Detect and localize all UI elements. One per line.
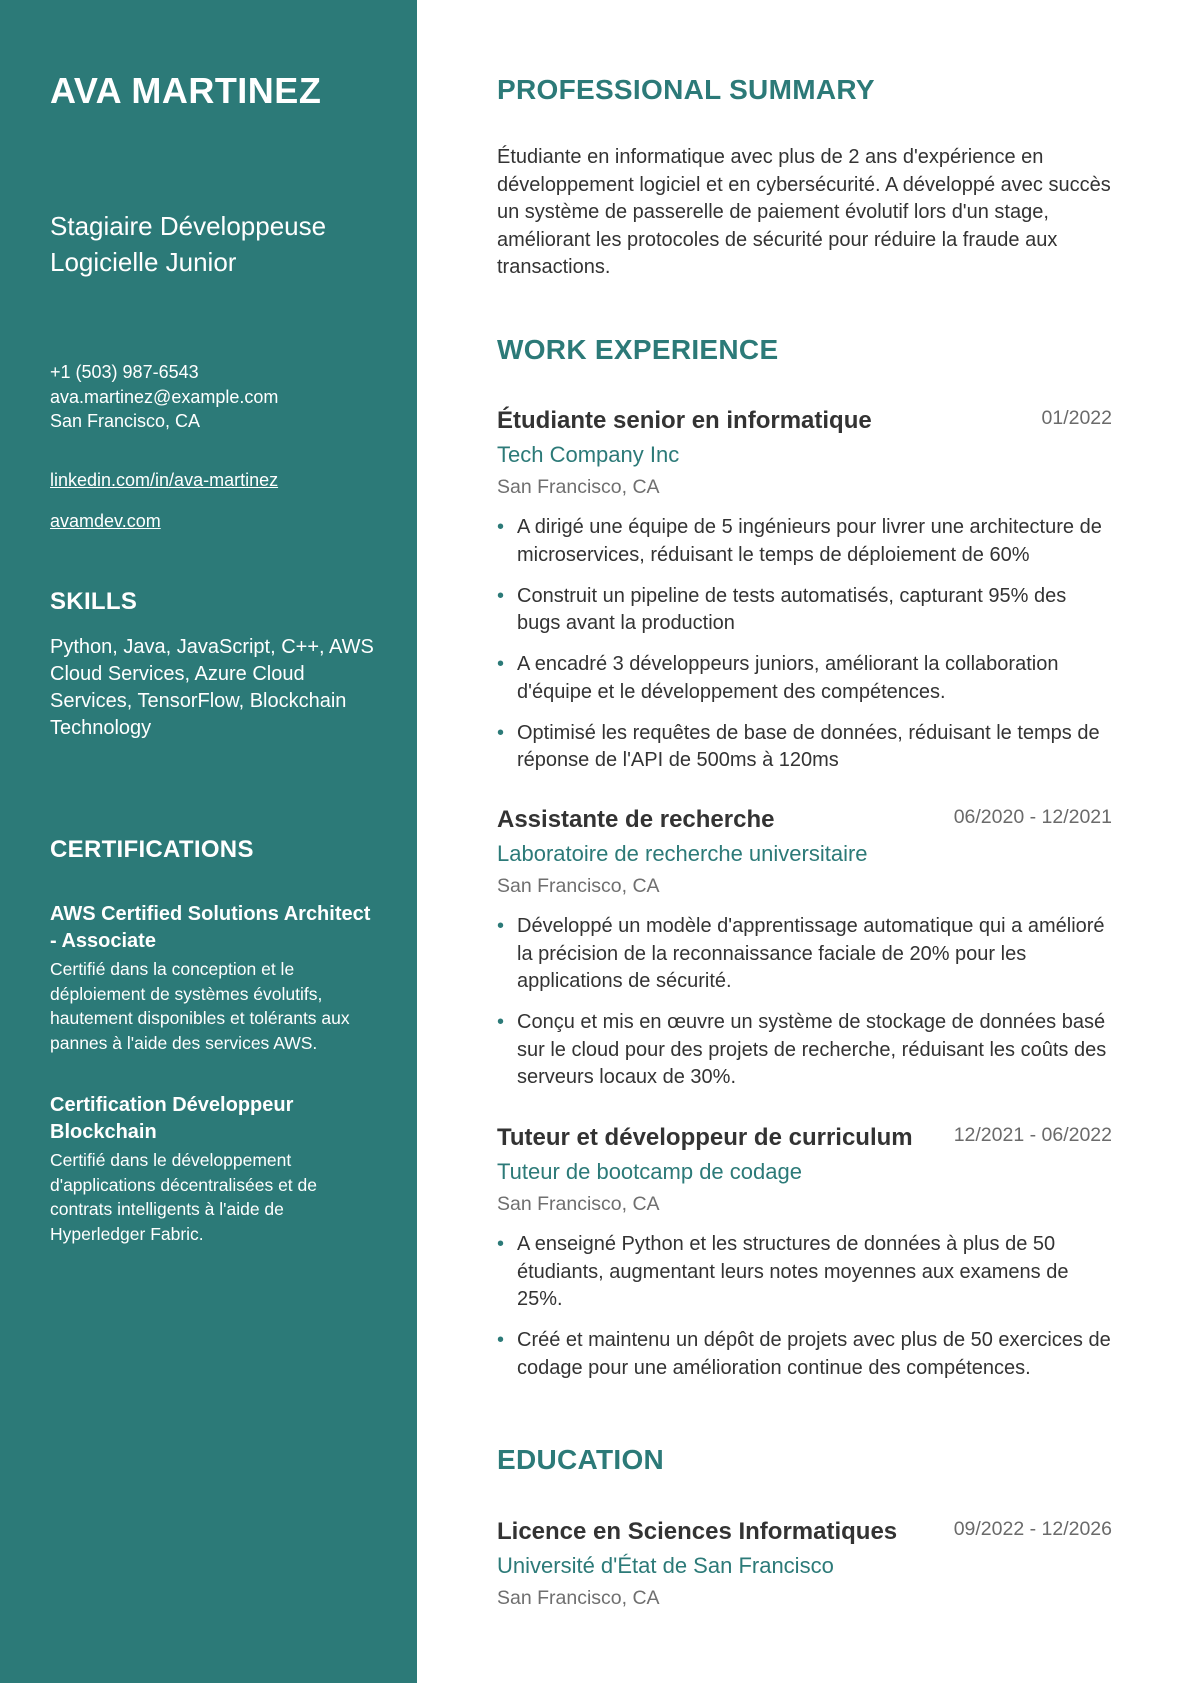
certification-title: AWS Certified Solutions Architect - Associate (50, 903, 371, 952)
list-item (497, 913, 1112, 996)
job-title: Assistante de recherche (497, 806, 775, 833)
linkedin-link[interactable]: linkedin.com/in/ava-martinez (50, 470, 279, 490)
summary-text: Étudiante en informatique avec plus de 2 ans d'expérience en développement logiciel et en cybersécurité. A développé avec succès un système de passerelle de paiement évolutif lors d'un stage, améliorant les protocoles de sécurité pour réduire la fraude aux transactions. (497, 146, 1111, 278)
education-heading: EDUCATION (497, 1444, 665, 1475)
experience-heading: WORK EXPERIENCE (497, 334, 779, 365)
website-link[interactable]: avamdev.com (50, 511, 161, 531)
certification-item (50, 1092, 380, 1246)
contact-info (50, 360, 390, 434)
bullet-icon: • (497, 1329, 505, 1351)
list-item (497, 514, 1112, 569)
education-date: 09/2022 - 12/2026 (953, 1518, 1112, 1540)
bullet-text: Construit un pipeline de tests automatisés, capturant 95% des bugs avant la production (517, 584, 1067, 634)
bullet-icon: • (497, 516, 505, 538)
role-line-2: Logicielle Junior (50, 247, 237, 277)
bullet-icon: • (497, 915, 505, 937)
certification-item (50, 901, 380, 1055)
skills-list: Python, Java, JavaScript, C++, AWS Cloud Services, Azure Cloud Services, TensorFlow, Blockchain Technology (50, 636, 374, 739)
list-item (497, 1327, 1112, 1382)
job-title: Tuteur et développeur de curriculum (497, 1124, 913, 1151)
bullet-icon: • (497, 721, 505, 744)
job-title: Étudiante senior en informatique (497, 407, 872, 434)
contact-location: San Francisco, CA (50, 411, 201, 431)
bullet-text: A dirigé une équipe de 5 ingénieurs pour livrer une architecture de microservices, réduisant le temps de déploiement de 60% (517, 516, 1102, 566)
bullet-icon: • (497, 584, 505, 607)
list-item (497, 1231, 1112, 1314)
certifications-heading: CERTIFICATIONS (50, 836, 254, 863)
list-item (497, 583, 1112, 638)
degree-title: Licence en Sciences Informatiques (497, 1518, 898, 1545)
job-bullets (497, 1231, 1112, 1382)
job-entry (497, 405, 1112, 788)
job-bullets (497, 913, 1112, 1092)
phone-number: +1 (503) 987-6543 (50, 362, 199, 382)
role-line-1: Stagiaire Développeuse (50, 211, 327, 241)
list-item (497, 651, 1112, 706)
bullet-text: Développé un modèle d'apprentissage automatique qui a amélioré la précision de la reconnaissance faciale de 20% pour les applications de sécurité. (517, 915, 1105, 992)
certification-title: Certification Développeur Blockchain (50, 1094, 294, 1143)
email-address: ava.martinez@example.com (50, 386, 279, 407)
job-date: 06/2020 - 12/2021 (953, 806, 1112, 828)
bullet-icon: • (497, 1233, 505, 1255)
sidebar (0, 0, 417, 1683)
bullet-icon: • (497, 653, 505, 675)
bullet-text: A enseigné Python et les structures de données à plus de 50 étudiants, augmentant leurs notes moyennes aux examens de 25%. (517, 1233, 1069, 1310)
bullet-text: Conçu et mis en œuvre un système de stockage de données basé sur le cloud pour des projets de recherche, réduisant les coûts des serveurs locaux de 30%. (517, 1011, 1107, 1088)
skills-heading: SKILLS (50, 588, 138, 615)
education-entry (497, 1516, 1112, 1611)
job-company: Tech Company Inc (497, 442, 680, 467)
list-item (497, 720, 1112, 775)
certification-description: Certifié dans la conception et le déploiement de systèmes évolutifs, hautement disponibles et tolérants aux pannes à l'aide des services AWS. (50, 959, 350, 1053)
bullet-text: Optimisé les requêtes de base de données, réduisant le temps de réponse de l'API de 500ms à 120ms (517, 721, 1100, 771)
job-company: Laboratoire de recherche universitaire (497, 841, 868, 866)
job-location: San Francisco, CA (497, 875, 660, 897)
job-entry (497, 1122, 1112, 1396)
job-entry (497, 804, 1112, 1105)
bullet-text: A encadré 3 développeurs juniors, améliorant la collaboration d'équipe et le développement des compétences. (517, 653, 1059, 703)
candidate-name: AVA MARTINEZ (50, 70, 322, 111)
certification-description: Certifié dans le développement d'applications décentralisées et de contrats intelligents à l'aide de Hyperledger Fabric. (50, 1150, 317, 1244)
main-content (417, 0, 1190, 1683)
job-date: 12/2021 - 06/2022 (953, 1124, 1112, 1146)
bullet-icon: • (497, 1011, 505, 1033)
job-bullets (497, 514, 1112, 775)
job-date: 01/2022 (1041, 407, 1112, 429)
job-company: Tuteur de bootcamp de codage (497, 1159, 802, 1184)
list-item (497, 1009, 1112, 1092)
school-name: Université d'État de San Francisco (497, 1553, 834, 1578)
candidate-role (50, 208, 390, 280)
school-location: San Francisco, CA (497, 1587, 660, 1609)
job-location: San Francisco, CA (497, 476, 660, 498)
job-location: San Francisco, CA (497, 1193, 660, 1215)
summary-heading: PROFESSIONAL SUMMARY (497, 74, 875, 105)
bullet-text: Créé et maintenu un dépôt de projets avec plus de 50 exercices de codage pour une amélioration continue des compétences. (517, 1329, 1111, 1379)
